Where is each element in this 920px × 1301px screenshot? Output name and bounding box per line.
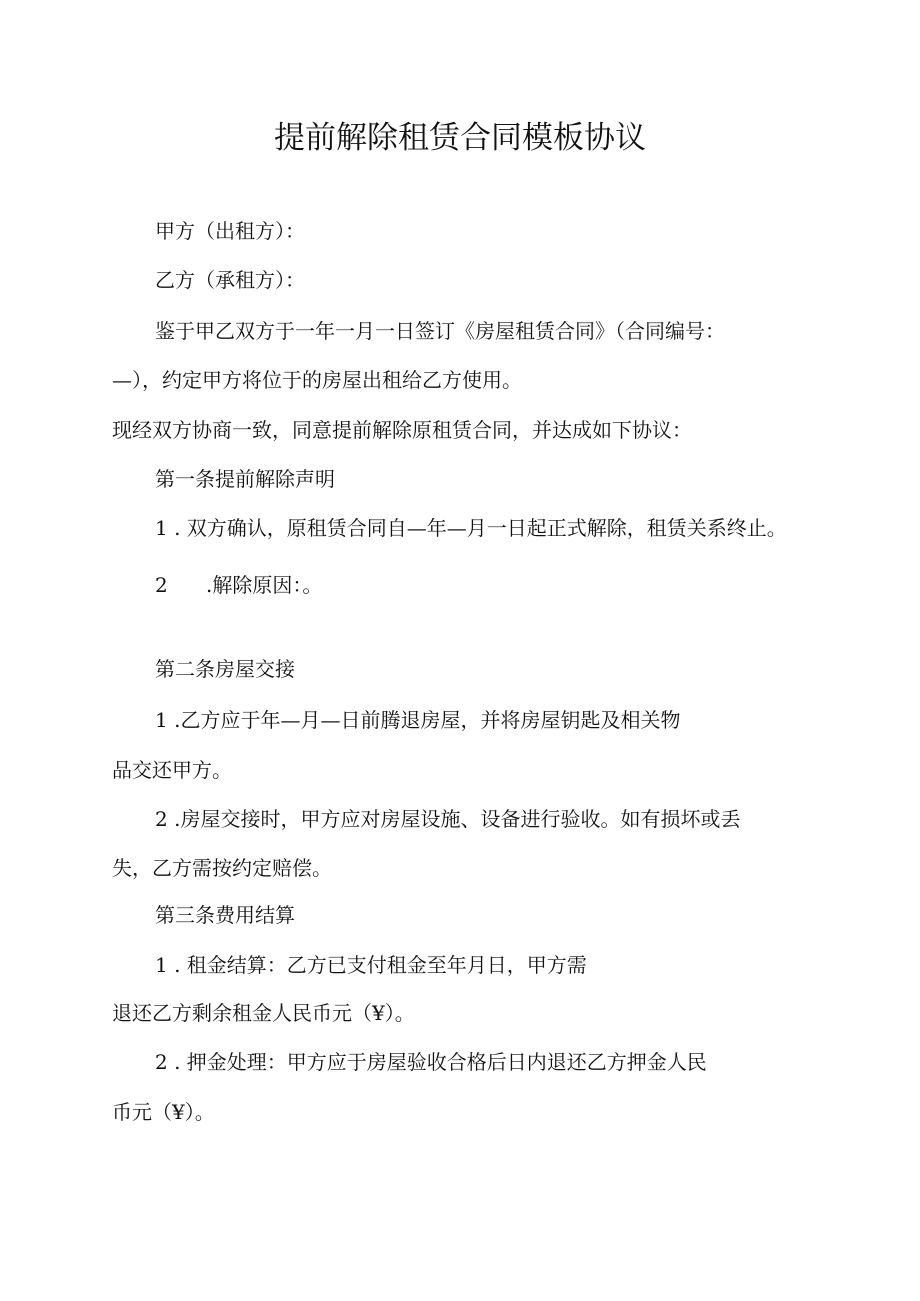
article-2-item-2-line-2: 失，乙方需按约定赔偿。	[112, 856, 332, 880]
article-2-item-1-line-2: 品交还甲方。	[112, 758, 232, 782]
article-3-item-1-line-2: 退还乙方剩余租金人民币元（¥）。	[112, 1001, 415, 1025]
article-1-heading: 第一条提前解除声明	[155, 467, 335, 491]
article-2-heading: 第二条房屋交接	[155, 657, 295, 681]
article-3-item-2-line-1: 2 . 押金处理：甲方应于房屋验收合格后日内退还乙方押金人民	[155, 1050, 707, 1074]
article-2-item-2-line-1: 2 .房屋交接时，甲方应对房屋设施、设备进行验收。如有损坏或丢	[155, 807, 741, 831]
preamble-line-3: 现经双方协商一致，同意提前解除原租赁合同，并达成如下协议：	[112, 418, 692, 442]
article-3-heading: 第三条费用结算	[155, 903, 295, 927]
party-b-line: 乙方（承租方）：	[155, 268, 305, 292]
party-a-line: 甲方（出租方）：	[155, 219, 305, 243]
preamble-line-1: 鉴于甲乙双方于一年一月一日签订《房屋租赁合同》（合同编号：	[155, 319, 725, 343]
article-1-item-2-number: 2	[155, 573, 168, 597]
article-1-item-2-text: .解除原因：。	[206, 573, 323, 597]
article-3-item-1-line-1: 1 . 租金结算：乙方已支付租金至年月日，甲方需	[155, 953, 587, 977]
document-title: 提前解除租赁合同模板协议	[274, 120, 646, 156]
article-3-item-2-line-2: 币元（¥）。	[112, 1100, 215, 1124]
article-2-item-1-line-1: 1 .乙方应于年—月—日前腾退房屋，并将房屋钥匙及相关物	[155, 708, 681, 732]
preamble-line-2: —），约定甲方将位于的房屋出租给乙方使用。	[112, 368, 522, 392]
article-1-item-1: 1 . 双方确认，原租赁合同自—年—月一日起正式解除，租赁关系终止。	[155, 516, 787, 540]
